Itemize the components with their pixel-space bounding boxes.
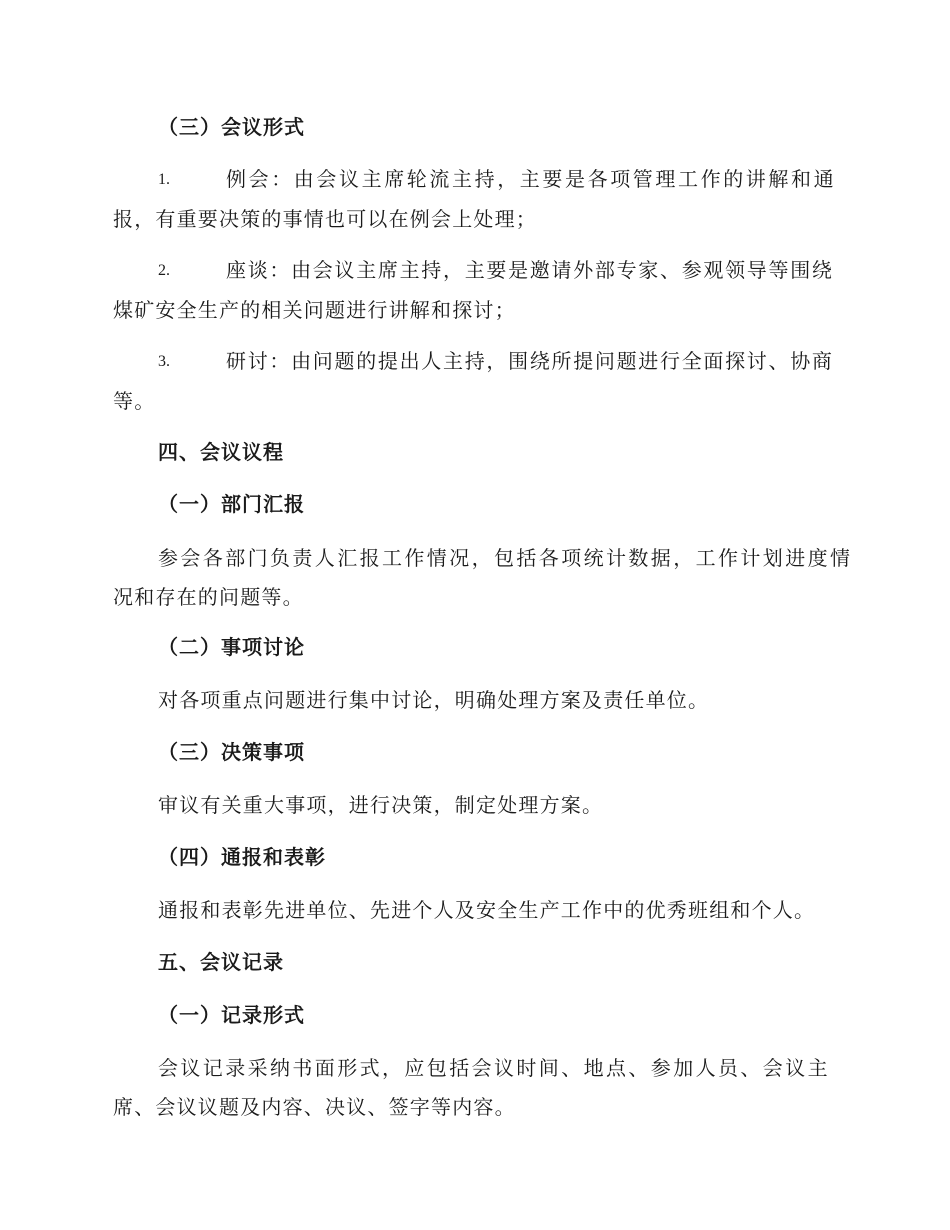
list-item-text-continued: 煤矿安全生产的相关问题进行讲解和探讨；: [113, 298, 516, 322]
list-item-text: 研讨：由问题的提出人主持，围绕所提问题进行全面探讨、协商: [226, 349, 834, 373]
subheading-decision-items: （三）决策事项: [158, 740, 305, 764]
paragraph-line: 况和存在的问题等。: [113, 585, 304, 609]
list-item-text: 例会：由会议主席轮流主持，主要是各项管理工作的讲解和通: [226, 167, 837, 191]
subheading-meeting-form: （三）会议形式: [158, 115, 305, 139]
subheading-department-report: （一）部门汇报: [158, 492, 305, 516]
list-item-text-continued: 报，有重要决策的事情也可以在例会上处理；: [113, 207, 537, 231]
section-heading-agenda: 四、会议议程: [158, 440, 284, 464]
subheading-record-form: （一）记录形式: [158, 1003, 305, 1027]
paragraph-line: 对各项重点问题进行集中讨论，明确处理方案及责任单位。: [158, 688, 710, 712]
list-item-number: 1.: [158, 171, 170, 188]
section-heading-minutes: 五、会议记录: [158, 950, 284, 974]
paragraph-line: 审议有关重大事项，进行决策，制定处理方案。: [158, 793, 604, 817]
subheading-item-discussion: （二）事项讨论: [158, 635, 305, 659]
paragraph-line: 会议记录采纳书面形式，应包括会议时间、地点、参加人员、会议主: [158, 1056, 830, 1080]
paragraph-line: 通报和表彰先进单位、先进个人及安全生产工作中的优秀班组和个人。: [158, 898, 816, 922]
paragraph-line: 参会各部门负责人汇报工作情况，包括各项统计数据，工作计划进度情: [158, 546, 853, 570]
paragraph-line: 席、会议议题及内容、决议、签字等内容。: [113, 1095, 516, 1119]
list-item-number: 2.: [158, 262, 170, 279]
list-item-text: 座谈：由会议主席主持，主要是邀请外部专家、参观领导等围绕: [226, 258, 834, 282]
list-item-text-continued: 等。: [113, 389, 156, 413]
subheading-commendation: （四）通报和表彰: [158, 845, 326, 869]
list-item-number: 3.: [158, 353, 170, 370]
